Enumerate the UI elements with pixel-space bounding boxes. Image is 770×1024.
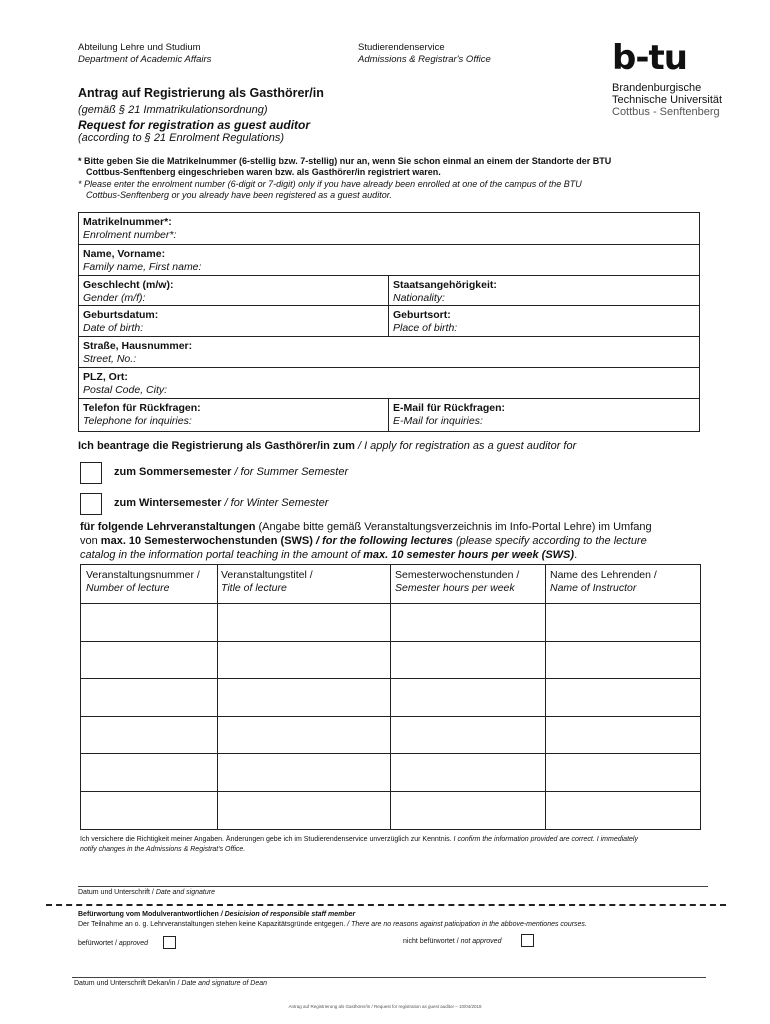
- plz-label-en: Postal Code, City:: [83, 384, 168, 396]
- gender-label-de: Geschlecht (m/w):: [83, 279, 174, 291]
- name-label-en: Family name, First name:: [83, 261, 202, 273]
- pob-label-de: Geburtsort:: [393, 309, 451, 321]
- plz-row[interactable]: [79, 367, 699, 399]
- email-field[interactable]: [389, 399, 509, 431]
- signature-label: [78, 888, 215, 898]
- lectures-line-3: [80, 548, 700, 562]
- nationality-label-de: Staatsangehörigkeit:: [393, 279, 497, 291]
- col-instructor-de: Name des Lehrenden /: [550, 569, 657, 581]
- dob-label-de: Geburtsdatum:: [83, 309, 159, 321]
- lectures-p2-italic: (please specify according to the lecture: [452, 535, 647, 547]
- winter-label-de: zum Wintersemester: [114, 497, 222, 509]
- signature-label-de: Datum und Unterschrift /: [78, 889, 156, 896]
- gender-label-en: Gender (m/f):: [83, 292, 146, 304]
- name-label-de: Name, Vorname:: [83, 248, 166, 260]
- email-label-de: E-Mail für Rückfragen:: [393, 402, 506, 414]
- not-approved-label-en: not approved: [460, 938, 502, 945]
- approval-title-de: Befürwortung vom Modulverantwortlichen: [78, 911, 219, 918]
- signature-label-en: Date and signature: [155, 889, 215, 896]
- col-hours-en: Semester hours per week: [395, 582, 515, 594]
- matrikel-label-de: Matrikelnummer*:: [83, 216, 172, 228]
- logo-line-2: Technische Universität: [612, 94, 723, 106]
- lectures-p3-italic: catalog in the information portal teaching in the amount of: [80, 549, 364, 561]
- btu-logo: [612, 40, 732, 118]
- column-divider: [545, 565, 546, 829]
- approved-label-en: approved: [118, 940, 149, 947]
- dean-signature-line[interactable]: [72, 977, 706, 978]
- office-name-en: Admissions & Registrar's Office: [358, 54, 491, 65]
- apply-statement-de: Ich beantrage die Registrierung als Gasthörer/in zum: [78, 440, 355, 452]
- approval-title-en: / Desicision of responsible staff member: [218, 911, 356, 918]
- lectures-p2: von: [80, 535, 101, 547]
- logo-line-3: Cottbus - Senftenberg: [612, 106, 720, 118]
- summer-semester-checkbox[interactable]: [80, 462, 102, 484]
- col-header-number: [86, 569, 200, 595]
- nationality-field[interactable]: [389, 276, 501, 308]
- col-hours-de: Semesterwochenstunden /: [395, 569, 520, 581]
- page-footer: Antrag auf Registrierung als Gasthörer/in / Request for registration as guest auditor – 10/04/2018: [288, 1004, 482, 1009]
- column-divider: [390, 565, 391, 829]
- lectures-p3-bold-italic: max. 10 semester hours per week (SWS): [363, 549, 575, 561]
- col-header-instructor: [550, 569, 657, 595]
- lectures-p2-bold-italic: / for the following lectures: [312, 535, 453, 547]
- apply-statement-en: / I apply for registration as a guest auditor for: [354, 440, 577, 452]
- department-name-de: Abteilung Lehre und Studium: [78, 42, 201, 53]
- cut-line-separator: [46, 904, 726, 906]
- phone-label-de: Telefon für Rückfragen:: [83, 402, 201, 414]
- summer-label-en: / for Summer Semester: [231, 466, 349, 478]
- lectures-line-1: [80, 520, 700, 534]
- not-approved-label: [403, 937, 501, 947]
- note-en-2: Cottbus-Senftenberg or you already have been registered as a guest auditor.: [86, 190, 392, 200]
- approved-checkbox[interactable]: [163, 936, 176, 949]
- email-label-en: E-Mail for inquiries:: [393, 415, 483, 427]
- lectures-p3-end: .: [574, 549, 578, 561]
- plz-label-de: PLZ, Ort:: [83, 371, 128, 383]
- approval-text-de: Der Teilnahme an o. g. Lehrveranstaltungen stehen keine Kapazitätsgründe entgegen.: [78, 921, 346, 928]
- declaration-de: Ich versichere die Richtigkeit meiner Angaben. Änderungen gebe ich im Studierendenservice unverzüglich zur Kenntnis.: [80, 836, 452, 843]
- street-label-de: Straße, Hausnummer:: [83, 340, 193, 352]
- lectures-instruction: [80, 520, 700, 562]
- col-instructor-en: Name of Instructor: [550, 582, 637, 594]
- approval-text: [78, 920, 587, 930]
- table-row[interactable]: [81, 753, 700, 754]
- table-row[interactable]: [81, 716, 700, 717]
- apply-statement: [78, 440, 576, 452]
- birth-row: [79, 305, 699, 337]
- col-header-title: [221, 569, 313, 595]
- table-row[interactable]: [81, 791, 700, 792]
- approved-label: [78, 939, 148, 949]
- office-name-de: Studierendenservice: [358, 42, 445, 53]
- form-title-en-sub: (according to § 21 Enrolment Regulations): [78, 132, 285, 144]
- street-row[interactable]: [79, 336, 699, 368]
- approval-title: [78, 910, 355, 920]
- col-number-en: Number of lecture: [86, 582, 170, 594]
- note-de-2: Cottbus-Senftenberg eingeschrieben waren bzw. als Gasthörer/in registriert waren.: [86, 167, 441, 177]
- phone-label-en: Telephone for inquiries:: [83, 415, 192, 427]
- gender-field[interactable]: [79, 276, 177, 308]
- col-title-en: Title of lecture: [221, 582, 287, 594]
- personal-data-form: [78, 212, 700, 432]
- not-approved-label-de: nicht befürwortet /: [403, 938, 461, 945]
- winter-semester-label: [114, 497, 328, 509]
- note-de-1: * Bitte geben Sie die Matrikelnummer (6-stellig bzw. 7-stellig) nur an, wenn Sie schon einmal an einem der Standorte der BTU: [78, 156, 612, 166]
- col-header-hours: [395, 569, 519, 595]
- winter-label-en: / for Winter Semester: [221, 497, 329, 509]
- matrikel-row[interactable]: [79, 213, 699, 244]
- signature-line[interactable]: [78, 886, 708, 887]
- dob-label-en: Date of birth:: [83, 322, 144, 334]
- form-title-de: Antrag auf Registrierung als Gasthörer/in: [78, 86, 324, 100]
- form-title-en: Request for registration as guest auditor: [78, 118, 311, 132]
- department-name-en: Department of Academic Affairs: [78, 54, 212, 65]
- lectures-table: [80, 564, 701, 830]
- lectures-line-2: [80, 534, 700, 548]
- not-approved-checkbox[interactable]: [521, 934, 534, 947]
- gender-nationality-row: [79, 275, 699, 306]
- department-block: [78, 42, 211, 66]
- lectures-p1-bold: für folgende Lehrveranstaltungen: [80, 521, 256, 533]
- logo-line-1: Brandenburgische: [612, 82, 702, 94]
- declaration-en: I confirm the information provided are correct. I immediately: [451, 836, 638, 843]
- note-en-1: * Please enter the enrolment number (6-digit or 7-digit) only if you have already been enrolled at one of the campus of the BTU: [78, 179, 582, 189]
- form-title-de-sub: (gemäß § 21 Immatrikulationsordnung): [78, 104, 268, 116]
- dean-signature-label: [74, 979, 267, 989]
- declaration-text: [80, 835, 720, 855]
- table-row[interactable]: [81, 678, 700, 679]
- summer-label-de: zum Sommersemester: [114, 466, 232, 478]
- contact-row: [79, 398, 699, 432]
- logo-wordmark: b-tu: [612, 38, 687, 78]
- approval-text-en: / There are no reasons against paticipation in the abbove-mentiones courses.: [345, 921, 587, 928]
- col-title-de: Veranstaltungstitel /: [221, 569, 313, 581]
- dean-label-en: Date and signature of Dean: [181, 980, 268, 987]
- nationality-label-en: Nationality:: [393, 292, 445, 304]
- matrikel-label-en: Enrolment number*:: [83, 229, 177, 241]
- phone-field[interactable]: [79, 399, 205, 431]
- pob-field[interactable]: [389, 306, 461, 338]
- office-block: [358, 42, 491, 66]
- dean-label-de: Datum und Unterschrift Dekan/in /: [74, 980, 182, 987]
- summer-semester-label: [114, 466, 348, 478]
- lectures-p1: (Angabe bitte gemäß Veranstaltungsverzeichnis im Info-Portal Lehre) im Umfang: [255, 521, 652, 533]
- declaration-en-2: notify changes in the Admissions & Registrat's Office.: [80, 846, 246, 853]
- table-row[interactable]: [81, 641, 700, 642]
- street-label-en: Street, No.:: [83, 353, 137, 365]
- lectures-p2-bold: max. 10 Semesterwochenstunden (SWS): [100, 535, 313, 547]
- winter-semester-checkbox[interactable]: [80, 493, 102, 515]
- name-row[interactable]: [79, 244, 699, 276]
- column-divider: [217, 565, 218, 829]
- col-number-de: Veranstaltungsnummer /: [86, 569, 200, 581]
- approved-label-de: befürwortet /: [78, 940, 119, 947]
- pob-label-en: Place of birth:: [393, 322, 458, 334]
- dob-field[interactable]: [79, 306, 162, 338]
